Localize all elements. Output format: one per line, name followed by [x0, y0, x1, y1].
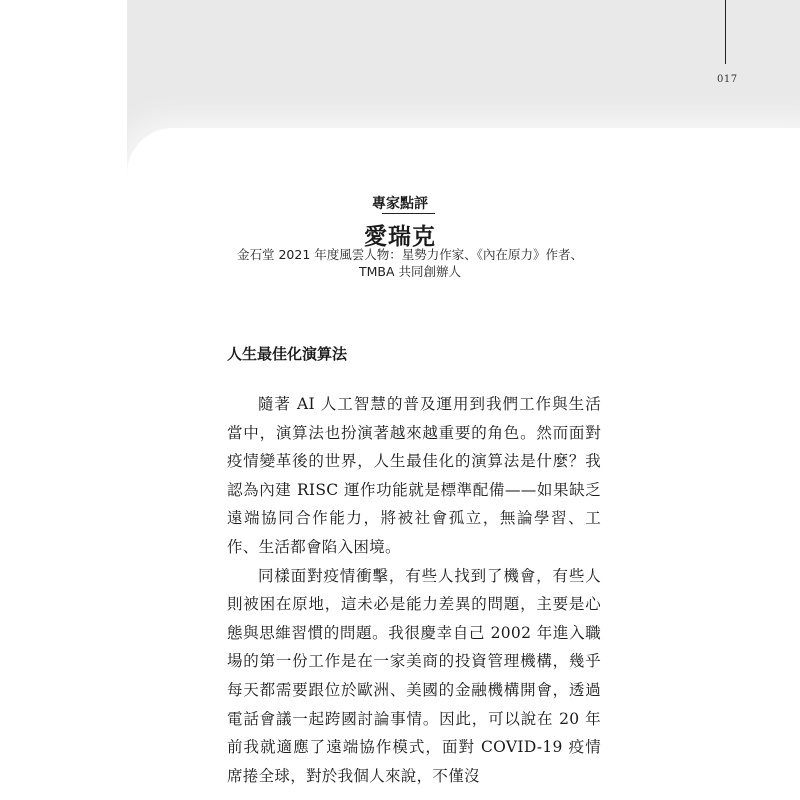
paragraph: 同樣面對疫情衝擊，有些人找到了機會，有些人則被困在原地，這未必是能力差異的問題，主要是心態與思維習慣的問題。我很慶幸自己 2002 年進入職場的第一份工作是在一家美商的投資管理機構，幾乎每天都需要跟位於歐洲、美國的金融機構開會，透過電話會議一起跨國討論事情。因此，可以說在 20 年前我就適應了遠端協作模式，面對 COVID-19 疫情席捲全球，對於我個人來說，不僅沒: [227, 566, 601, 785]
paragraph: 隨著 AI 人工智慧的普及運用到我們工作與生活當中，演算法也扮演著越來越重要的角色。然而面對疫情變革後的世界，人生最佳化的演算法是什麼？我認為內建 RISC 運作功能就是標準配備——如果缺乏遠端協同合作能力，將被社會孤立，無論學習、工作、生活都會陷入困境。: [227, 395, 601, 556]
page-edge-rule: [725, 0, 726, 64]
page-number: 017: [717, 74, 738, 85]
article-heading: 人生最佳化演算法: [227, 345, 348, 363]
section-label: 專家點評: [372, 196, 428, 212]
author-bio: 金石堂 2021 年度風雲人物：星勢力作家、《內在原力》作者、TMBA 共同創辦人: [236, 247, 583, 279]
title-divider: [382, 213, 435, 214]
article-body: [227, 390, 601, 790]
author-name: 愛瑞克: [364, 224, 436, 250]
